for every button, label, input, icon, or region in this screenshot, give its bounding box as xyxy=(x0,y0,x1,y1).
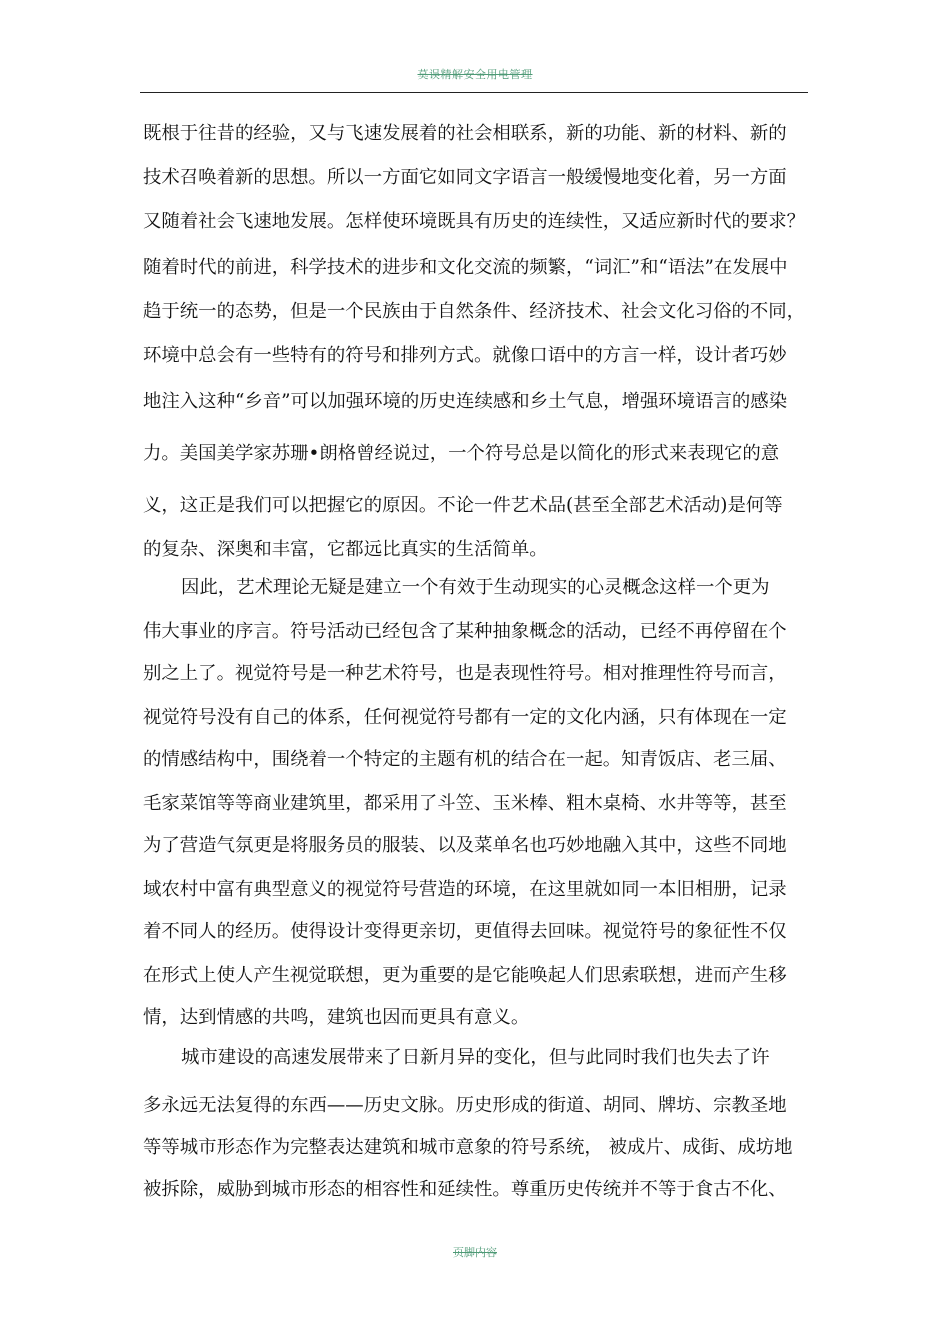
text-line: 情，达到情感的共鸣，建筑也因而更具有意义。 xyxy=(143,1007,530,1028)
text-line: 在形式上使人产生视觉联想，更为重要的是它能唤起人们思索联想，进而产生移 xyxy=(143,965,787,986)
text-line: 的情感结构中，围绕着一个特定的主题有机的结合在一起。知青饭店、老三届、 xyxy=(143,749,787,770)
text-line: 技术召唤着新的思想。所以一方面它如同文字语言一般缓慢地变化着，另一方面 xyxy=(143,167,787,188)
text-line: 别之上了。视觉符号是一种艺术符号，也是表现性符号。相对推理性符号而言， xyxy=(143,663,787,684)
text-line: 被拆除，威胁到城市形态的相容性和延续性。尊重历史传统并不等于食古不化、 xyxy=(143,1179,787,1200)
text-line: 域农村中富有典型意义的视觉符号营造的环境，在这里就如同一本旧相册，记录 xyxy=(143,879,787,900)
paragraph-first-line: 因此，艺术理论无疑是建立一个有效于生动现实的心灵概念这样一个更为 xyxy=(181,577,770,598)
text-line: 义，这正是我们可以把握它的原因。不论一件艺术品(甚至全部艺术活动)是何等 xyxy=(143,495,783,516)
text-line: 又随着社会飞速地发展。怎样使环境既具有历史的连续性，又适应新时代的要求？ xyxy=(143,211,806,232)
paragraph-first-line: 城市建设的高速发展带来了日新月异的变化，但与此同时我们也失去了许 xyxy=(181,1047,770,1068)
text-line: 毛家菜馆等等商业建筑里，都采用了斗笠、玉米棒、粗木桌椅、水井等等，甚至 xyxy=(143,793,787,814)
text-line: 的复杂、深奥和丰富，它都远比真实的生活简单。 xyxy=(143,539,548,560)
text-line: 伟大事业的序言。符号活动已经包含了某种抽象概念的活动，已经不再停留在个 xyxy=(143,621,787,642)
text-line: 环境中总会有一些特有的符号和排列方式。就像口语中的方言一样，设计者巧妙 xyxy=(143,345,787,366)
page-footer: 页脚内容 xyxy=(453,1246,497,1259)
text-line: 视觉符号没有自己的体系，任何视觉符号都有一定的文化内涵，只有体现在一定 xyxy=(143,707,787,728)
text-line: 地注入这种“乡音”可以加强环境的历史连续感和乡土气息，增强环境语言的感染 xyxy=(143,391,788,412)
text-line: 随着时代的前进，科学技术的进步和文化交流的频繁，“词汇”和“语法”在发展中 xyxy=(143,257,788,278)
text-line: 为了营造气氛更是将服务员的服装、以及菜单名也巧妙地融入其中，这些不同地 xyxy=(143,835,787,856)
text-line: 既根于往昔的经验，又与飞速发展着的社会相联系，新的功能、新的材料、新的 xyxy=(143,123,787,144)
header-divider xyxy=(140,92,808,93)
text-line: 趋于统一的态势，但是一个民族由于自然条件、经济技术、社会文化习俗的不同， xyxy=(143,301,806,322)
text-line: 着不同人的经历。使得设计变得更亲切，更值得去回味。视觉符号的象征性不仅 xyxy=(143,921,787,942)
text-line: 等等城市形态作为完整表达建筑和城市意象的符号系统， 被成片、成街、成坊地 xyxy=(143,1137,793,1158)
page-header: 莫误精解安全用电管理 xyxy=(417,68,533,81)
text-line: 力。美国美学家苏珊•朗格曾经说过，一个符号总是以简化的形式来表现它的意 xyxy=(143,443,780,464)
text-line: 多永远无法复得的东西——历史文脉。历史形成的街道、胡同、牌坊、宗教圣地 xyxy=(143,1095,787,1116)
